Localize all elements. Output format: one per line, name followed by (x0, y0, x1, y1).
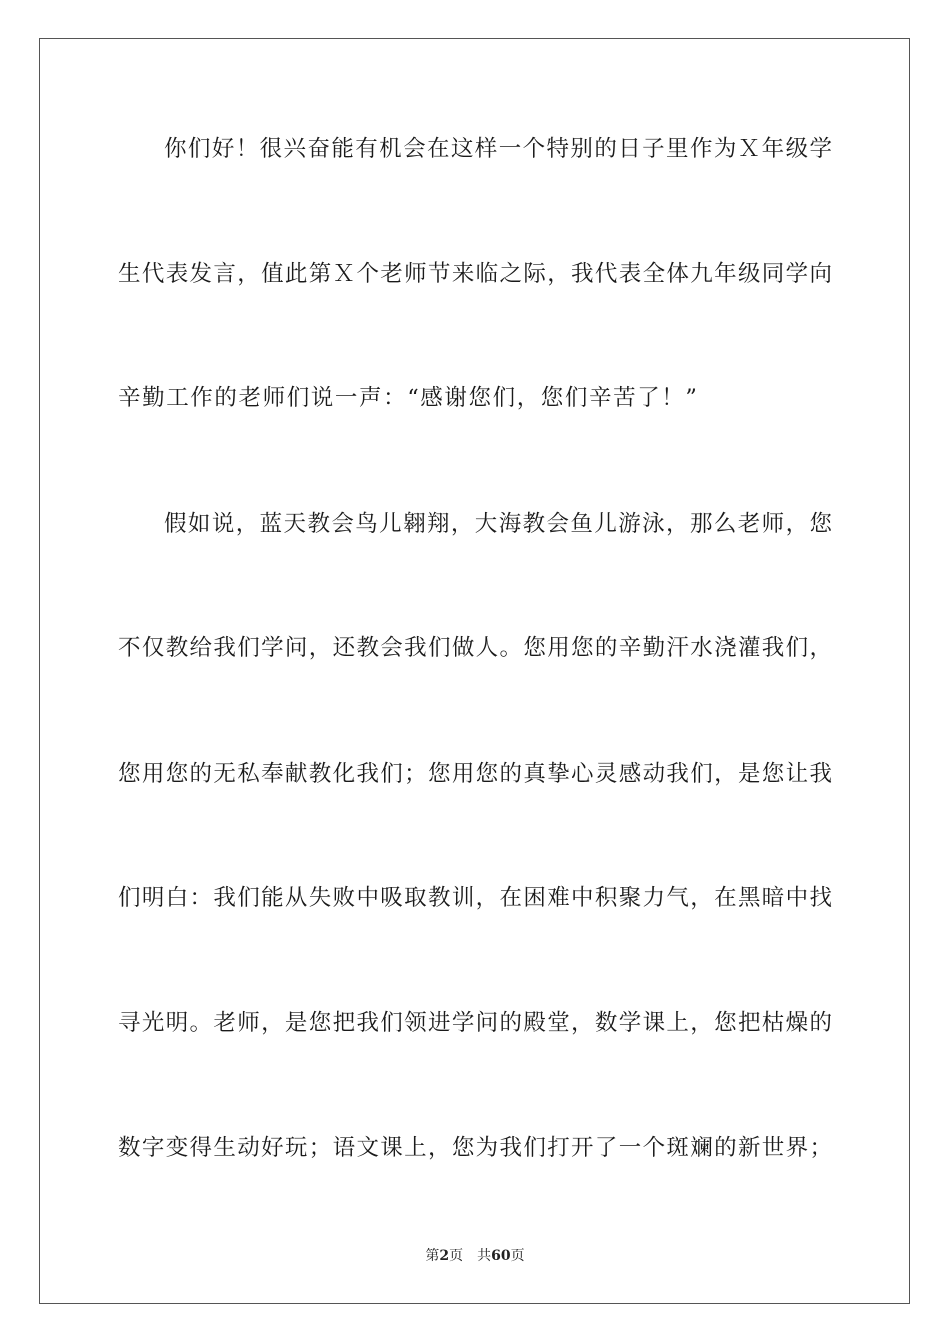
page-border (39, 38, 910, 1304)
total-prefix: 共 (477, 1248, 492, 1264)
paragraph-1-line-2: 生代表发言，值此第Ｘ个老师节来临之际，我代表全体九年级同学向 (118, 261, 832, 287)
paragraph-2-line-6: 数字变得生动好玩；语文课上，您为我们打开了一个斑斓的新世界； (118, 1135, 832, 1161)
page-footer (0, 1245, 950, 1265)
total-pages: 60 (491, 1248, 511, 1264)
total-suffix: 页 (510, 1248, 525, 1264)
paragraph-2-line-3: 您用您的无私奉献教化我们；您用您的真挚心灵感动我们，是您让我 (118, 761, 832, 787)
paragraph-2-line-1: 假如说，蓝天教会鸟儿翱翔，大海教会鱼儿游泳，那么老师，您 (164, 511, 832, 537)
paragraph-2-line-4: 们明白：我们能从失败中吸取教训，在困难中积聚力气，在黑暗中找 (118, 885, 832, 911)
page-number: 2 (439, 1248, 450, 1264)
paragraph-1-line-3: 辛勤工作的老师们说一声：“感谢您们，您们辛苦了！” (118, 385, 699, 411)
paragraph-2-line-2: 不仅教给我们学问，还教会我们做人。您用您的辛勤汗水浇灌我们， (118, 635, 832, 661)
paragraph-2-line-5: 寻光明。老师，是您把我们领进学问的殿堂，数学课上，您把枯燥的 (118, 1010, 832, 1036)
paragraph-1-line-1: 你们好！很兴奋能有机会在这样一个特别的日子里作为Ｘ年级学 (164, 136, 832, 162)
page-suffix: 页 (449, 1248, 464, 1264)
page-prefix: 第 (425, 1248, 440, 1264)
